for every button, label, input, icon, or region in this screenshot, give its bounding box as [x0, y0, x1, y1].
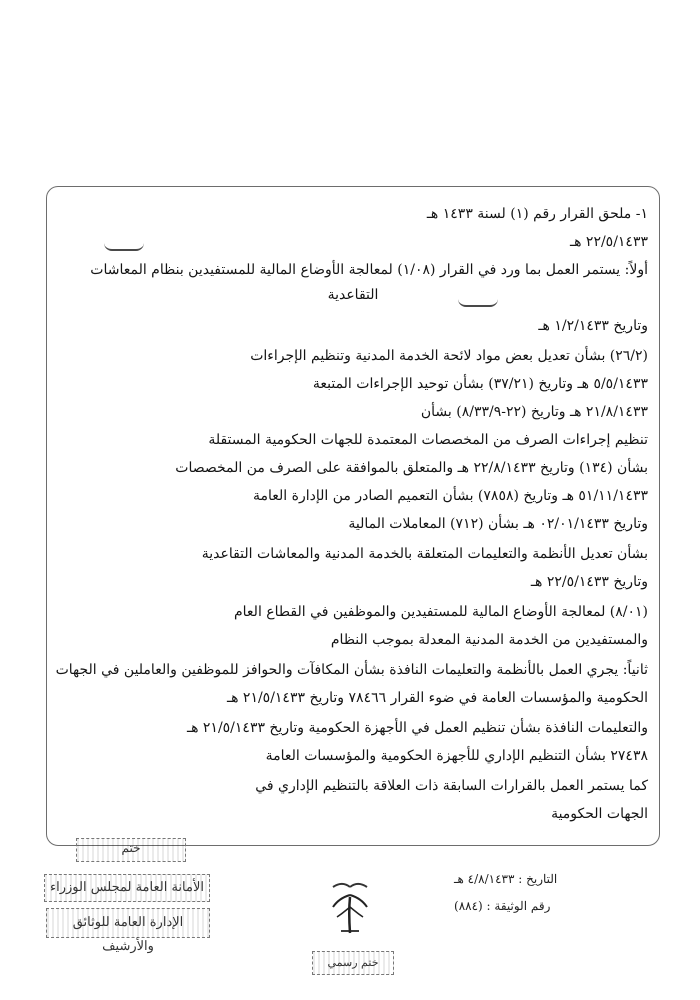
- line-4: التقاعدية: [327, 287, 379, 303]
- underline-mark: [458, 299, 498, 307]
- stamp-left-1: الأمانة العامة لمجلس الوزراء: [44, 874, 210, 902]
- line-14: وتاريخ ٢٢/٥/١٤٣٣ هـ: [530, 574, 648, 590]
- line-17: ثانياً: يجري العمل بالأنظمة والتعليمات النافذة بشأن المكافآت والحوافز للموظفين والعاملين في الجهات: [55, 662, 648, 678]
- line-1: ١- ملحق القرار رقم (١) لسنة ١٤٣٣ هـ: [426, 206, 648, 222]
- line-13: بشأن تعديل الأنظمة والتعليمات المتعلقة بالخدمة المدنية والمعاشات التقاعدية: [201, 546, 648, 562]
- line-12: وتاريخ ٠٢/٠١/١٤٣٣ هـ بشأن (٧١٢) المعاملات المالية: [348, 516, 648, 532]
- stamp-left-2: الإدارة العامة للوثائق والأرشيف: [46, 908, 210, 938]
- line-18: الحكومية والمؤسسات العامة في ضوء القرار ٧٨٤٦٦ وتاريخ ٢١/٥/١٤٣٣ هـ: [226, 690, 648, 706]
- stamp-bottom: ختم رسمي: [312, 951, 394, 975]
- line-2: ٢٢/٥/١٤٣٣ هـ: [569, 234, 648, 250]
- line-5: وتاريخ ١/٢/١٤٣٣ هـ: [538, 318, 648, 334]
- underline-mark: [104, 243, 144, 251]
- stamp-top: ختم: [76, 838, 186, 862]
- document-number: رقم الوثيقة : (٨٨٤): [454, 899, 551, 913]
- line-10: بشأن (١٣٤) وتاريخ ٢٢/٨/١٤٣٣ هـ والمتعلق بالموافقة على الصرف من المخصصات: [175, 460, 648, 476]
- line-7: ٥/٥/١٤٣٣ هـ وتاريخ (٣٧/٢١) بشأن توحيد الإجراءات المتبعة: [312, 376, 648, 392]
- line-6: (٢٦/٢) بشأن تعديل بعض مواد لائحة الخدمة المدنية وتنظيم الإجراءات: [250, 348, 648, 364]
- line-3: أولاً: يستمر العمل بما ورد في القرار (١/٠٨) لمعالجة الأوضاع المالية للمستفيدين بنظام المعاشات: [90, 262, 648, 278]
- line-8: ٢١/٨/١٤٣٣ هـ وتاريخ (٢٢-٨/٣٣/٩) بشأن: [420, 404, 648, 420]
- line-15: (٨/٠١) لمعالجة الأوضاع المالية للمستفيدين والموظفين في القطاع العام: [233, 604, 648, 620]
- palm-emblem-icon: [315, 873, 385, 943]
- line-9: تنظيم إجراءات الصرف من المخصصات المعتمدة للجهات الحكومية المستقلة: [208, 432, 648, 448]
- document-date: التاريخ : ٤/٨/١٤٣٣ هـ: [454, 872, 558, 886]
- line-11: ٥١/١١/١٤٣٣ هـ وتاريخ (٧٨٥٨) بشأن التعميم الصادر من الإدارة العامة: [253, 488, 648, 504]
- line-22: الجهات الحكومية: [551, 806, 648, 822]
- line-21: كما يستمر العمل بالقرارات السابقة ذات العلاقة بالتنظيم الإداري في: [255, 778, 648, 794]
- line-16: والمستفيدين من الخدمة المدنية المعدلة بموجب النظام: [330, 632, 648, 648]
- line-20: ٢٧٤٣٨ بشأن التنظيم الإداري للأجهزة الحكومية والمؤسسات العامة: [265, 748, 648, 764]
- line-19: والتعليمات النافذة بشأن تنظيم العمل في الأجهزة الحكومية وتاريخ ٢١/٥/١٤٣٣ هـ: [186, 720, 648, 736]
